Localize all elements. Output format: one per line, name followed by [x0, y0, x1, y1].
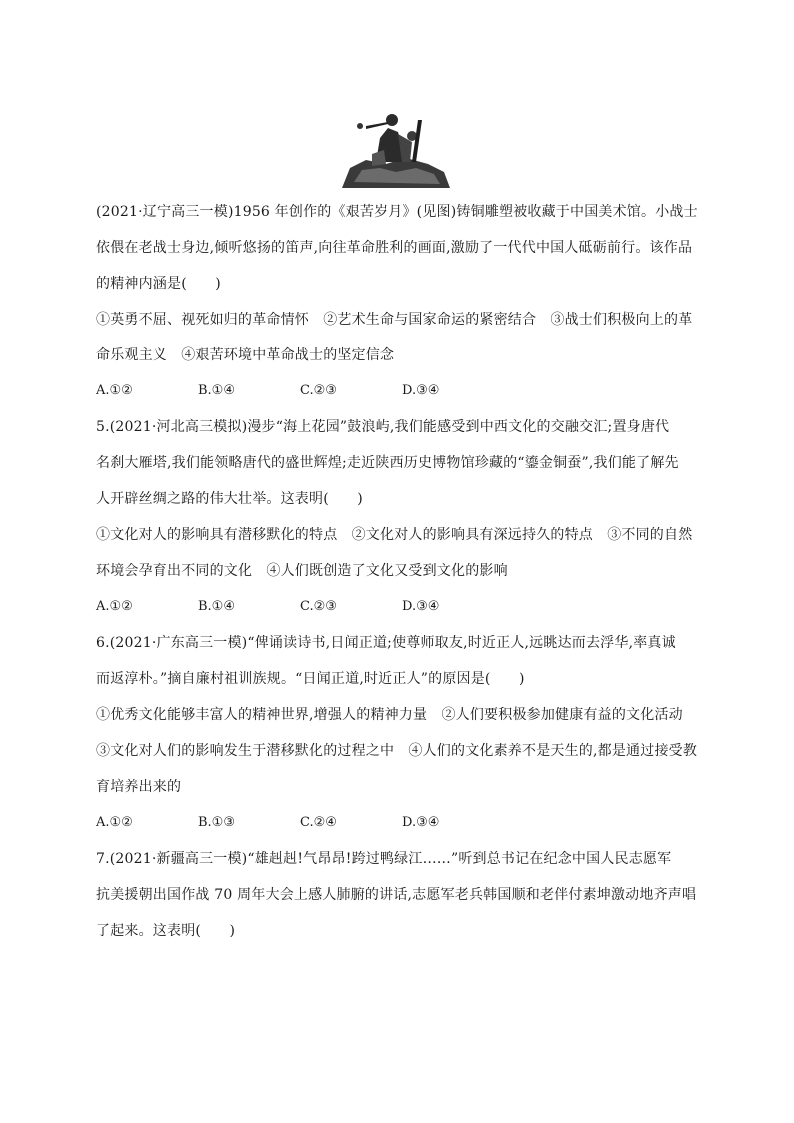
option-a[interactable]: A.①②	[96, 599, 133, 614]
answer-options	[96, 813, 504, 833]
option-c[interactable]: C.②③	[300, 383, 337, 398]
option-b[interactable]: B.①④	[198, 599, 235, 614]
question-text-line: 依偎在老战士身边,倾听悠扬的笛声,向往革命胜利的画面,激励了一代代中国人砥砺前行。该作品	[96, 240, 693, 256]
statements-line: 命乐观主义 ④艰苦环境中革命战士的坚定信念	[96, 347, 395, 363]
option-a[interactable]: A.①②	[96, 815, 133, 830]
question-text-line: (2021·辽宁高三一模)1956 年创作的《艰苦岁月》(见图)铸铜雕塑被收藏于中国美术馆。小战士	[96, 204, 698, 220]
question-text-line: 的精神内涵是( )	[96, 276, 221, 292]
option-c[interactable]: C.②④	[300, 815, 337, 830]
sculpture-image	[336, 98, 454, 190]
statements-line: ①文化对人的影响具有潜移默化的特点 ②文化对人的影响具有深远持久的特点 ③不同的自然	[96, 527, 693, 543]
statements-line: 育培养出来的	[96, 779, 182, 795]
option-d[interactable]: D.③④	[402, 599, 440, 614]
question-text-line: 了起来。这表明( )	[96, 923, 236, 939]
answer-options	[96, 381, 504, 401]
question-text-line: 6.(2021·广东高三一模)“俾诵读诗书,日闻正道;使尊师取友,时近正人,远眺达而去浮华,率真诚	[96, 635, 676, 651]
question-text-line: 5.(2021·河北高三模拟)漫步“海上花园”鼓浪屿,我们能感受到中西文化的交融交汇;置身唐代	[96, 419, 670, 435]
statements-line: 环境会孕育出不同的文化 ④人们既创造了文化又受到文化的影响	[96, 563, 508, 579]
question-text-line: 7.(2021·新疆高三一模)“雄赳赳!气昂昂!跨过鸭绿江……”听到总书记在纪念中国人民志愿军	[96, 851, 672, 867]
option-c[interactable]: C.②③	[300, 599, 337, 614]
option-d[interactable]: D.③④	[402, 383, 440, 398]
option-d[interactable]: D.③④	[402, 815, 440, 830]
option-b[interactable]: B.①③	[198, 815, 235, 830]
statements-line: ①优秀文化能够丰富人的精神世界,增强人的精神力量 ②人们要积极参加健康有益的文化活动	[96, 707, 683, 723]
question-text-line: 而返淳朴。”摘自廉村祖训族规。“日闻正道,时近正人”的原因是( )	[96, 671, 525, 687]
option-b[interactable]: B.①④	[198, 383, 235, 398]
statements-line: ①英勇不屈、视死如归的革命情怀 ②艺术生命与国家命运的紧密结合 ③战士们积极向上的革	[96, 312, 693, 328]
question-text-line: 抗美援朝出国作战 70 周年大会上感人肺腑的讲话,志愿军老兵韩国顺和老伴付素坤激动地齐声唱	[96, 887, 697, 903]
answer-options	[96, 597, 504, 617]
question-text-line: 人开辟丝绸之路的伟大壮举。这表明( )	[96, 491, 363, 507]
question-text-line: 名刹大雁塔,我们能领略唐代的盛世辉煌;走近陕西历史博物馆珍藏的“鎏金铜蚕”,我们能了解先	[96, 455, 679, 471]
statements-line: ③文化对人们的影响发生于潜移默化的过程之中 ④人们的文化素养不是天生的,都是通过接受教	[96, 743, 698, 759]
option-a[interactable]: A.①②	[96, 383, 133, 398]
